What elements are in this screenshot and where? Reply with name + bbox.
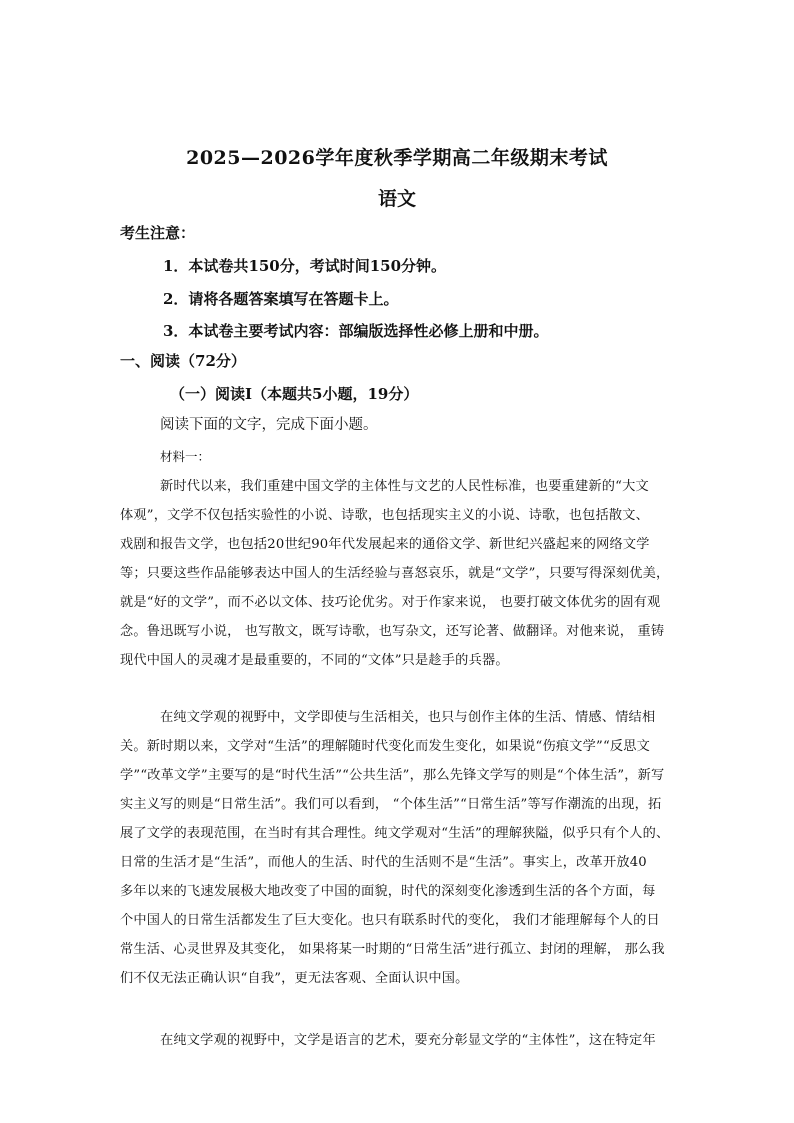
paragraph-line: 日常的生活才是“生活”，而他人的生活、时代的生活则不是“生活”。事实上，改革开放40: [120, 855, 647, 870]
paragraph-line: 念。鲁迅既写小说， 也写散文，既写诗歌，也写杂文，还写论著、做翻译。对他来说， 重铸: [120, 624, 665, 639]
paragraph-line: 就是“好的文学”，而不必以文体、技巧论优劣。对于作家来说， 也要打破文体优劣的固有观: [120, 595, 661, 610]
notice-item-1: 1．本试卷共150分，考试时间150分钟。: [163, 257, 447, 275]
paragraph-line: 戏剧和报告文学，也包括20世纪90年代发展起来的通俗文学、新世纪兴盛起来的网络文学: [120, 537, 650, 552]
notice-heading: 考生注意：: [120, 224, 196, 242]
section-subheading: （一）阅读Ⅰ（本题共5小题，19分）: [170, 385, 419, 403]
notice-item-2: 2．请将各题答案填写在答题卡上。: [163, 290, 399, 308]
paragraph-line: 现代中国人的灵魂才是最重要的，不同的“文体”只是趁手的兵器。: [120, 653, 509, 668]
paragraph-line: 等；只要这些作品能够表达中国人的生活经验与喜怒哀乐，就是“文学”，只要写得深刻优美，: [120, 566, 670, 581]
paragraph-line: 多年以来的飞速发展极大地改变了中国的面貌，时代的深刻变化渗透到生活的各个方面，每: [120, 884, 656, 899]
paragraph-line: 在纯文学观的视野中，文学是语言的艺术，要充分彰显文学的“主体性”，这在特定年: [160, 1033, 656, 1048]
paragraph-line: 关。新时期以来，文学对“生活”的理解随时代变化而发生变化，如果说“伤痕文学”“反思文: [120, 739, 651, 754]
paragraph-3: [120, 1026, 678, 1055]
paragraph-line: 常生活、心灵世界及其变化， 如果将某一时期的“日常生活”进行孤立、封闭的理解， 那么我: [120, 942, 665, 957]
paragraph-2: [120, 703, 678, 993]
paragraph-1: [120, 472, 678, 675]
notice-item-3: 3．本试卷主要考试内容：部编版选择性必修上册和中册。: [163, 322, 549, 340]
reading-instruction: 阅读下面的文字，完成下面小题。: [160, 417, 378, 433]
paragraph-line: 体观”，文学不仅包括实验性的小说、诗歌，也包括现实主义的小说、诗歌，也包括散文、: [120, 508, 650, 523]
paragraph-line: 实主义写的则是“日常生活”。我们可以看到， “个体生活”“日常生活”等写作潮流的出现，拓: [120, 797, 662, 812]
section-heading: 一、阅读（72分）: [120, 352, 246, 370]
paragraph-line: 个中国人的日常生活都发生了巨大变化。也只有联系时代的变化， 我们才能理解每个人的日: [120, 913, 660, 928]
paragraph-line: 新时代以来，我们重建中国文学的主体性与文艺的人民性标准，也要重建新的“大文: [160, 479, 649, 494]
exam-title: 2025—2026学年度秋季学期高二年级期末考试: [186, 147, 608, 169]
paragraph-line: 在纯文学观的视野中，文学即使与生活相关，也只与创作主体的生活、情感、情结相: [160, 710, 656, 725]
paragraph-line: 们不仅无法正确认识“自我”，更无法客观、全面认识中国。: [120, 971, 469, 986]
material-label: 材料一：: [160, 449, 211, 464]
paragraph-line: 展了文学的表现范围，在当时有其合理性。纯文学观对“生活”的理解狭隘，似乎只有个人的、: [120, 826, 670, 841]
subject-title: 语文: [377, 188, 416, 210]
paragraph-line: 学”“改革文学”主要写的是“时代生活”“公共生活”，那么先锋文学写的则是“个体生活”，新写: [120, 768, 665, 783]
